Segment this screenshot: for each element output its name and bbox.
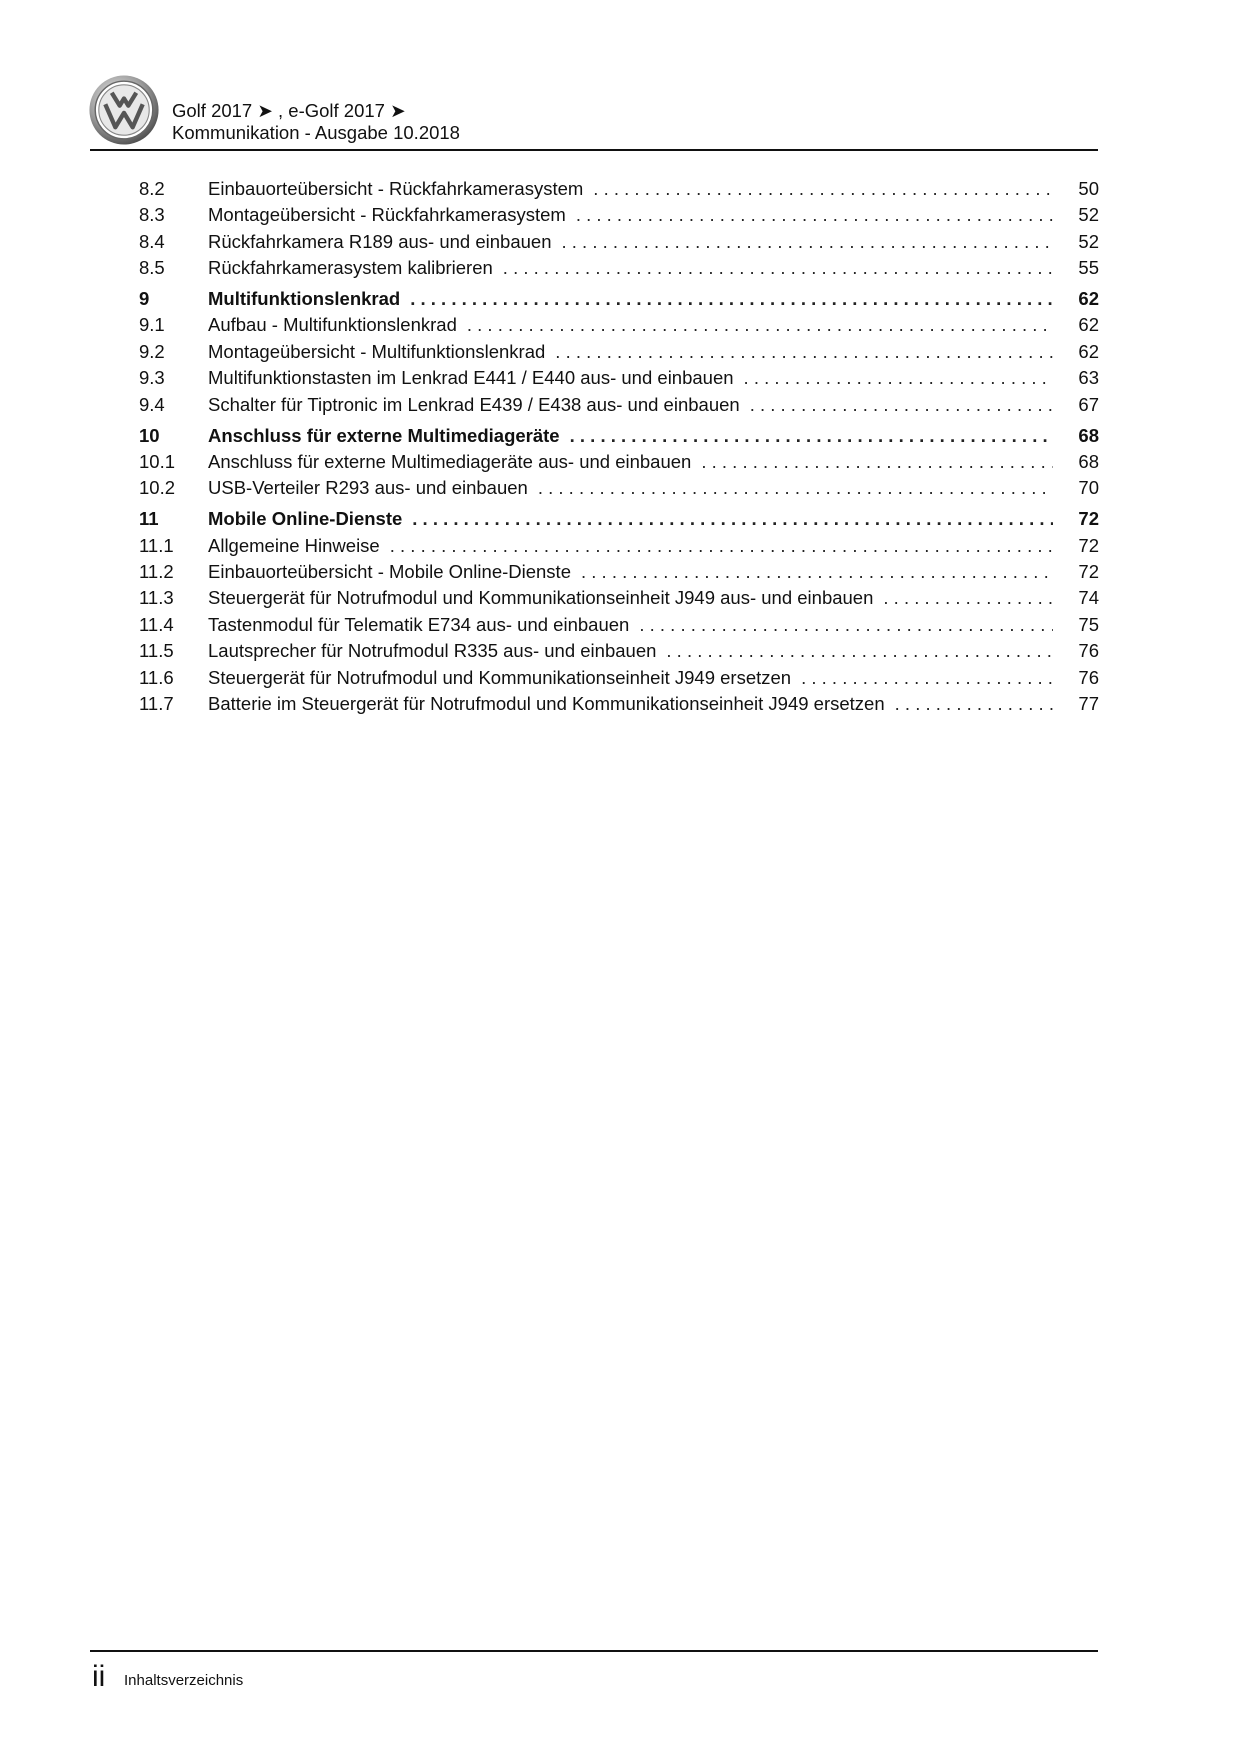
toc-dot-leader xyxy=(562,229,1054,255)
table-of-contents xyxy=(139,176,1099,717)
toc-entry-title: Rückfahrkamerasystem kalibrieren xyxy=(208,257,493,279)
toc-entry-number: 9.3 xyxy=(139,367,165,389)
toc-entry-title: Mobile Online-Dienste xyxy=(208,508,403,530)
toc-entry-row[interactable] xyxy=(139,449,1099,475)
toc-entry-row[interactable] xyxy=(139,585,1099,611)
toc-entry-title: Einbauorteübersicht - Mobile Online-Dienste xyxy=(208,560,571,582)
toc-chapter-row[interactable] xyxy=(139,286,1099,312)
toc-entry-row[interactable] xyxy=(139,533,1099,559)
toc-entry-row[interactable] xyxy=(139,365,1099,391)
toc-entry-title: Montageübersicht - Multifunktionslenkrad xyxy=(208,340,546,362)
toc-entry-number: 11 xyxy=(139,508,159,530)
toc-entry-number: 9.4 xyxy=(139,393,165,415)
toc-entry-number: 8.4 xyxy=(139,230,165,252)
toc-entry-number: 11.7 xyxy=(139,692,174,714)
toc-entry-number: 10.2 xyxy=(139,477,176,499)
toc-entry-number: 11.6 xyxy=(139,666,174,688)
toc-entry-row[interactable] xyxy=(139,312,1099,338)
toc-entry-title: Montageübersicht - Rückfahrkamerasystem xyxy=(208,204,566,226)
toc-dot-leader xyxy=(390,533,1053,559)
toc-dot-leader xyxy=(801,665,1053,691)
toc-chapter-row[interactable] xyxy=(139,506,1099,532)
toc-entry-number: 11.1 xyxy=(139,534,174,556)
toc-entry-title: Steuergerät für Notrufmodul und Kommunikationseinheit J949 aus- und einbauen xyxy=(208,587,874,609)
toc-entry-number: 11.4 xyxy=(139,613,174,635)
toc-entry-page: 76 xyxy=(1078,666,1099,688)
toc-entry-row[interactable] xyxy=(139,638,1099,664)
toc-entry-number: 8.5 xyxy=(139,257,165,279)
toc-entry-page: 62 xyxy=(1078,288,1099,310)
toc-dot-leader xyxy=(593,176,1053,202)
toc-dot-leader xyxy=(895,691,1053,717)
toc-entry-title: Schalter für Tiptronic im Lenkrad E439 / E438 aus- und einbauen xyxy=(208,393,740,415)
document-subtitle: Kommunikation - Ausgabe 10.2018 xyxy=(172,122,460,143)
toc-entry-number: 8.3 xyxy=(139,204,165,226)
toc-dot-leader xyxy=(639,612,1053,638)
toc-dot-leader xyxy=(503,255,1053,281)
toc-entry-page: 72 xyxy=(1078,560,1099,582)
toc-entry-number: 10 xyxy=(139,424,160,446)
footer-page-number: ii xyxy=(92,1660,106,1693)
toc-dot-leader xyxy=(576,202,1053,228)
toc-entry-title: Multifunktionslenkrad xyxy=(208,288,401,310)
toc-entry-page: 62 xyxy=(1078,340,1099,362)
toc-chapter-row[interactable] xyxy=(139,423,1099,449)
toc-entry-title: Steuergerät für Notrufmodul und Kommunikationseinheit J949 ersetzen xyxy=(208,666,792,688)
toc-entry-number: 10.1 xyxy=(139,450,176,472)
header-divider xyxy=(90,149,1098,151)
toc-entry-title: Lautsprecher für Notrufmodul R335 aus- und einbauen xyxy=(208,640,657,662)
toc-entry-title: Anschluss für externe Multimediageräte aus- und einbauen xyxy=(208,450,692,472)
toc-dot-leader xyxy=(555,339,1053,365)
toc-entry-page: 55 xyxy=(1078,257,1099,279)
toc-entry-row[interactable] xyxy=(139,665,1099,691)
toc-entry-number: 9.2 xyxy=(139,340,165,362)
toc-entry-page: 67 xyxy=(1078,393,1099,415)
toc-entry-title: Tastenmodul für Telematik E734 aus- und einbauen xyxy=(208,613,630,635)
toc-entry-page: 52 xyxy=(1078,204,1099,226)
toc-entry-number: 11.5 xyxy=(139,640,174,662)
toc-entry-title: Einbauorteübersicht - Rückfahrkamerasystem xyxy=(208,178,584,199)
toc-entry-page: 68 xyxy=(1078,450,1099,472)
toc-entry-page: 63 xyxy=(1078,367,1099,389)
toc-entry-page: 52 xyxy=(1078,230,1099,252)
toc-entry-page: 77 xyxy=(1078,692,1099,714)
footer-section-title: Inhaltsverzeichnis xyxy=(124,1672,244,1689)
toc-entry-title: Anschluss für externe Multimediageräte xyxy=(208,424,560,446)
toc-entry-page: 72 xyxy=(1078,534,1099,556)
toc-dot-leader xyxy=(744,365,1053,391)
toc-entry-row[interactable] xyxy=(139,475,1099,501)
toc-entry-title: Batterie im Steuergerät für Notrufmodul und Kommunikationseinheit J949 ersetzen xyxy=(208,692,885,714)
toc-dot-leader xyxy=(581,559,1053,585)
model-line: Golf 2017 ➤ , e-Golf 2017 ➤ xyxy=(172,100,406,121)
toc-entry-title: Aufbau - Multifunktionslenkrad xyxy=(208,314,457,336)
vw-logo-icon xyxy=(88,74,160,146)
toc-entry-row[interactable] xyxy=(139,339,1099,365)
toc-dot-leader xyxy=(570,423,1053,449)
footer-divider xyxy=(90,1650,1098,1652)
toc-entry-row[interactable] xyxy=(139,176,1099,202)
toc-dot-leader xyxy=(701,449,1053,475)
toc-entry-row[interactable] xyxy=(139,559,1099,585)
toc-entry-row[interactable] xyxy=(139,255,1099,281)
toc-entry-row[interactable] xyxy=(139,691,1099,717)
toc-entry-page: 70 xyxy=(1078,477,1099,499)
toc-entry-title: Rückfahrkamera R189 aus- und einbauen xyxy=(208,230,552,252)
toc-entry-title: Allgemeine Hinweise xyxy=(208,534,380,556)
toc-dot-leader xyxy=(412,506,1053,532)
toc-dot-leader xyxy=(538,475,1053,501)
toc-entry-page: 50 xyxy=(1078,178,1099,199)
toc-entry-page: 72 xyxy=(1078,508,1099,530)
toc-entry-row[interactable] xyxy=(139,229,1099,255)
toc-entry-number: 9 xyxy=(139,288,150,310)
toc-entry-title: USB-Verteiler R293 aus- und einbauen xyxy=(208,477,528,499)
toc-entry-number: 8.2 xyxy=(139,178,165,199)
toc-entry-page: 74 xyxy=(1078,587,1099,609)
toc-entry-row[interactable] xyxy=(139,392,1099,418)
toc-entry-title: Multifunktionstasten im Lenkrad E441 / E440 aus- und einbauen xyxy=(208,367,734,389)
toc-entry-page: 76 xyxy=(1078,640,1099,662)
toc-entry-number: 11.2 xyxy=(139,560,174,582)
toc-dot-leader xyxy=(410,286,1053,312)
toc-entry-page: 75 xyxy=(1078,613,1099,635)
toc-entry-number: 11.3 xyxy=(139,587,174,609)
toc-dot-leader xyxy=(883,585,1053,611)
toc-entry-page: 68 xyxy=(1078,424,1099,446)
toc-entry-number: 9.1 xyxy=(139,314,165,336)
toc-dot-leader xyxy=(750,392,1053,418)
document-header xyxy=(172,100,460,144)
toc-entry-page: 62 xyxy=(1078,314,1099,336)
toc-entry-row[interactable] xyxy=(139,202,1099,228)
toc-dot-leader xyxy=(467,312,1053,338)
toc-entry-row[interactable] xyxy=(139,612,1099,638)
toc-dot-leader xyxy=(666,638,1053,664)
